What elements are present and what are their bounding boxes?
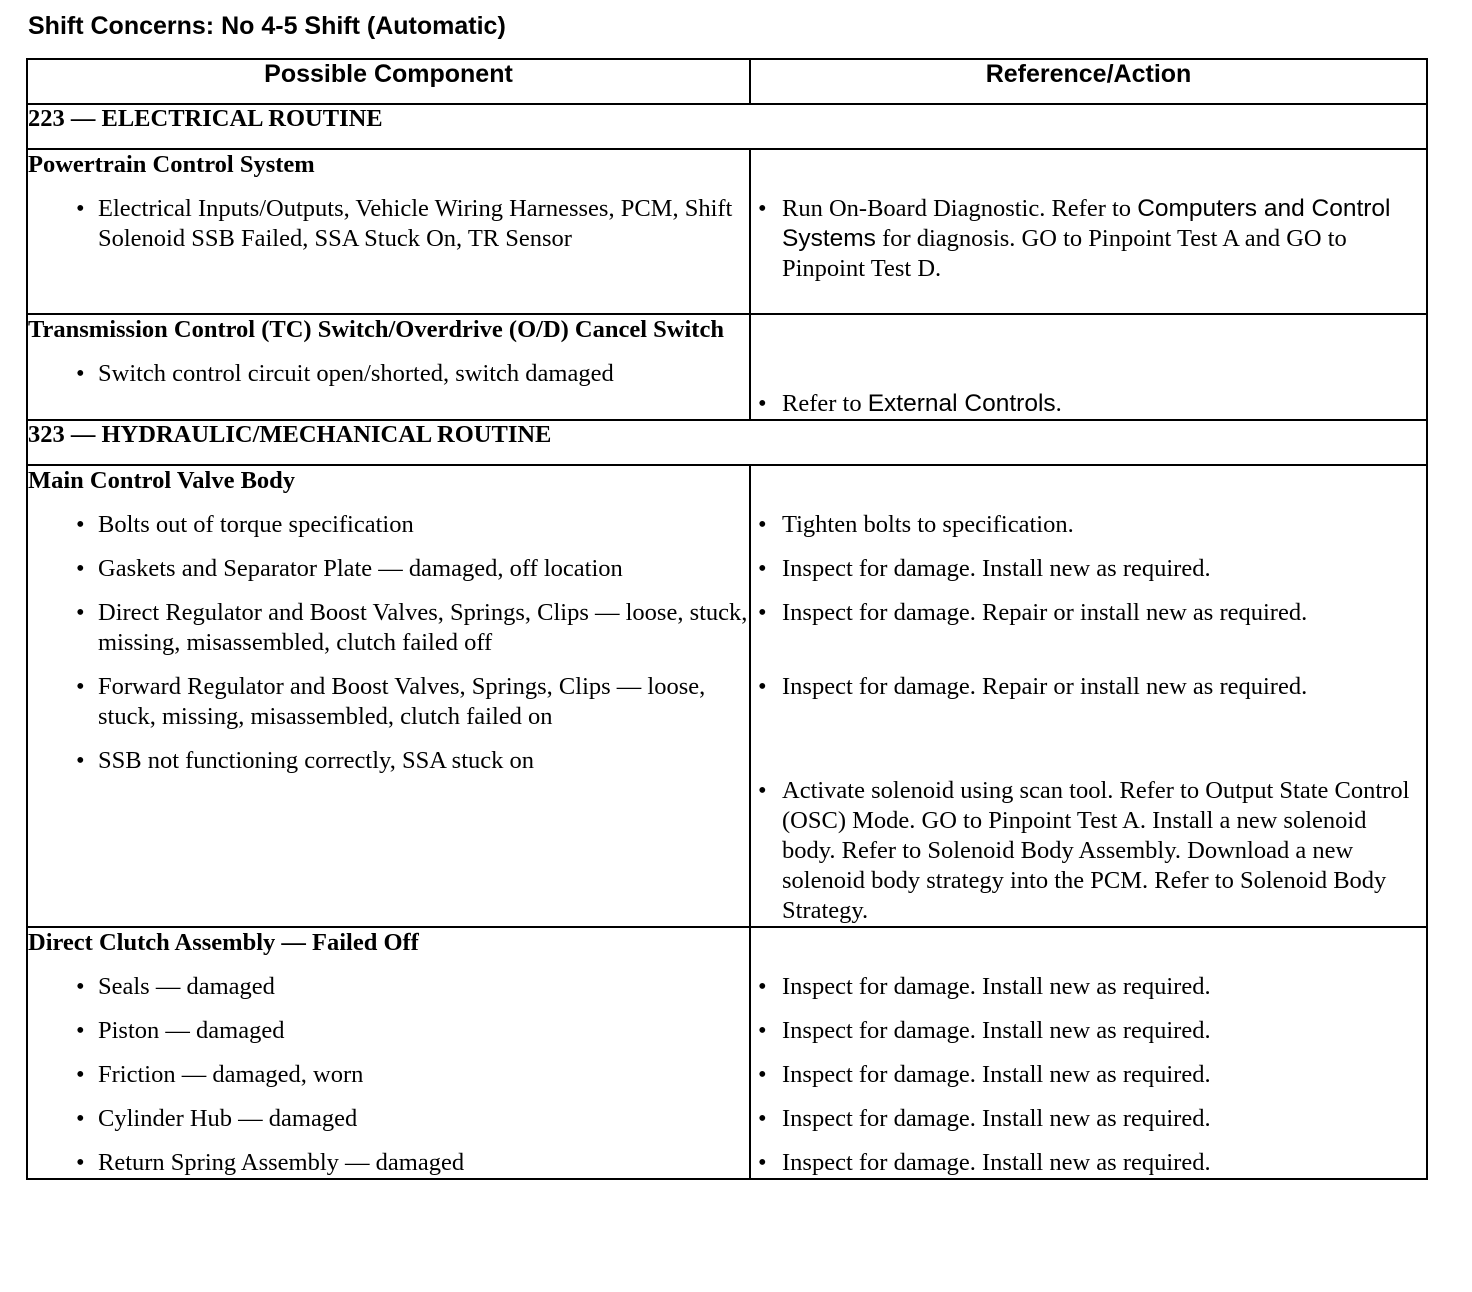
action-item: • Inspect for damage. Install new as required.: [751, 554, 1426, 584]
column-header-action: Reference/Action: [750, 59, 1427, 104]
action-item: • Inspect for damage. Install new as required.: [751, 1016, 1426, 1046]
component-item: • Friction — damaged, worn: [28, 1060, 749, 1090]
action-item: [751, 389, 1426, 419]
action-item: • Inspect for damage. Install new as required.: [751, 1148, 1426, 1178]
component-cell: [27, 314, 750, 420]
component-item: • Piston — damaged: [28, 1016, 749, 1046]
action-item: • Inspect for damage. Repair or install new as required.: [751, 598, 1426, 658]
group-row-dca: [27, 927, 1427, 1179]
shift-concerns-table: [26, 58, 1428, 1180]
component-item: • Direct Regulator and Boost Valves, Springs, Clips — loose, stuck, missing, misassembled, clutch failed off: [28, 598, 749, 658]
component-item: • Gaskets and Separator Plate — damaged, off location: [28, 554, 749, 584]
component-item: • Seals — damaged: [28, 972, 749, 1002]
reference-link-computers[interactable]: Computers and Control Systems: [782, 195, 1391, 252]
group-heading: Transmission Control (TC) Switch/Overdrive (O/D) Cancel Switch: [28, 316, 724, 343]
table-header-row: [27, 59, 1427, 104]
component-item: • Bolts out of torque specification: [28, 510, 749, 540]
action-text: .: [1055, 390, 1062, 417]
action-text: Run On-Board Diagnostic. Refer to: [782, 195, 1132, 222]
section-row: [27, 104, 1427, 149]
action-item: • Activate solenoid using scan tool. Refer to Output State Control (OSC) Mode. GO to Pinpoint Test A. Install a new solenoid body. Refer to Solenoid Body Assembly. Download a new solenoid body strategy into the PCM. Refer to Solenoid Body Strategy.: [751, 776, 1426, 926]
group-heading: Main Control Valve Body: [28, 467, 296, 494]
component-cell: [27, 149, 750, 314]
component-item: • Electrical Inputs/Outputs, Vehicle Wiring Harnesses, PCM, Shift Solenoid SSB Failed, SSA Stuck On, TR Sensor: [28, 194, 749, 254]
section-label-electrical: 223 — ELECTRICAL ROUTINE: [27, 104, 1427, 149]
component-cell: [27, 465, 750, 927]
reference-link-external-controls[interactable]: External Controls: [867, 390, 1056, 417]
component-item: • Cylinder Hub — damaged: [28, 1104, 749, 1134]
section-label-hydraulic: 323 — HYDRAULIC/MECHANICAL ROUTINE: [27, 420, 1427, 465]
action-cell: [750, 465, 1427, 927]
group-row-mcvb: [27, 465, 1427, 927]
action-cell: [750, 314, 1427, 420]
component-cell: [27, 927, 750, 1179]
action-item: • Tighten bolts to specification.: [751, 510, 1426, 540]
group-heading: Powertrain Control System: [28, 151, 315, 178]
page-title: Shift Concerns: No 4-5 Shift (Automatic): [28, 12, 506, 40]
column-header-component: Possible Component: [27, 59, 750, 104]
action-text: for diagnosis. GO to Pinpoint Test A and GO to Pinpoint Test D.: [782, 225, 1347, 282]
action-item: • Inspect for damage. Repair or install new as required.: [751, 672, 1426, 762]
group-row-tc: [27, 314, 1427, 420]
group-row-pcs: [27, 149, 1427, 314]
section-row: [27, 420, 1427, 465]
action-item: • Inspect for damage. Install new as required.: [751, 972, 1426, 1002]
component-item: • Switch control circuit open/shorted, switch damaged: [28, 359, 749, 389]
component-item: • SSB not functioning correctly, SSA stuck on: [28, 746, 749, 776]
action-item: • Inspect for damage. Install new as required.: [751, 1060, 1426, 1090]
component-item: • Forward Regulator and Boost Valves, Springs, Clips — loose, stuck, missing, misassembled, clutch failed on: [28, 672, 749, 732]
action-item: • Inspect for damage. Install new as required.: [751, 1104, 1426, 1134]
group-heading: Direct Clutch Assembly — Failed Off: [28, 929, 419, 956]
action-item: [751, 194, 1426, 284]
action-cell: [750, 927, 1427, 1179]
component-item: • Return Spring Assembly — damaged: [28, 1148, 749, 1178]
action-text: Refer to: [782, 390, 862, 417]
action-cell: [750, 149, 1427, 314]
